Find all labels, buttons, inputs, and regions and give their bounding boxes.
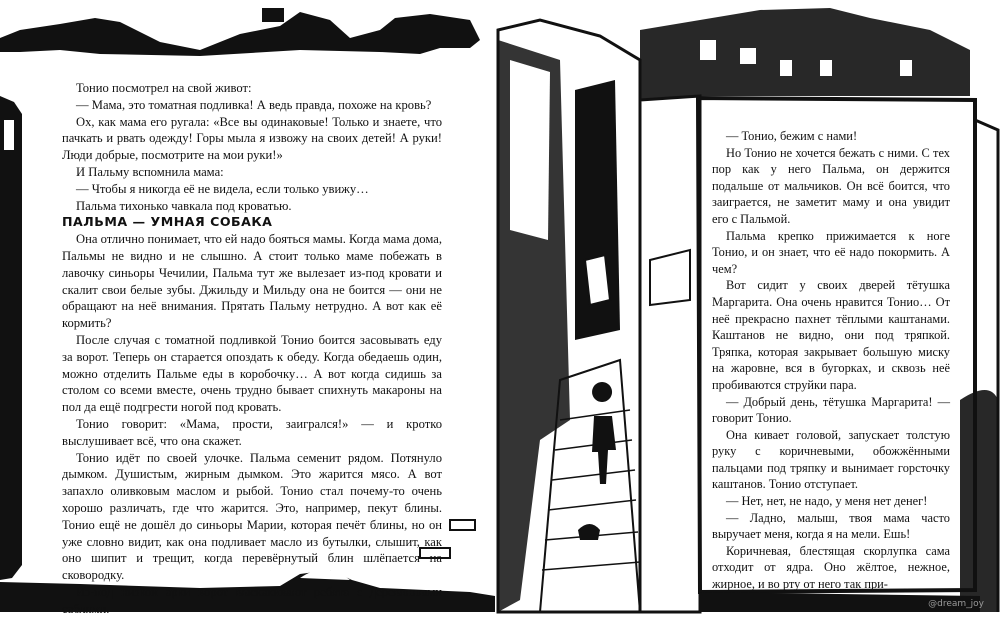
paragraph: Она кивает головой, запускает толстую руку с коричневыми, обожжёнными пальцами под тряпку и вынимает горсточку каштанов. Тонио отступает. (712, 427, 950, 492)
paragraph: Коричневая, блестящая скорлупка сама отходит от ядра. Оно жёлтое, нежное, жирное, и во рту от него так при- (712, 543, 950, 592)
chapter-heading: ПАЛЬМА — УМНАЯ СОБАКА (62, 214, 273, 230)
paragraph: — Нет, нет, не надо, у меня нет денег! (726, 494, 928, 509)
paragraph: — Добрый день, тётушка Маргарита! — говорит Тонио. (712, 394, 950, 426)
watermark: @dream_joy (928, 599, 984, 609)
left-rooftops (0, 8, 480, 56)
left-page-text (62, 80, 442, 617)
paragraph: — Тонио, бежим с нами! (726, 129, 858, 143)
paragraph: Тонио говорит: «Мама, прости, заигрался!» — и кротко выслушивает всё, что она скажет. (62, 416, 442, 448)
paragraph: Но Тонио не хочется бежать с ними. С тех пор как у него Пальма, он держится подальше от мальчиков. Он всё боится, что заиграется, не заметит маму и она увидит его с Пальмой. (712, 145, 950, 226)
right-page-text (712, 128, 950, 593)
paragraph: Пальма тихонько чавкала под кроватью. (76, 198, 292, 213)
paragraph: После случая с томатной подливкой Тонио боится засовывать еду за ворот. Теперь он старается опоздать к обеду. Когда обедаешь один, можно отделить Пальме еды в коробочку… А вот когда сидишь за столом со всеми вместе, очень трудно бывает спихнуть макароны на пол да ещё подгрести ногой под кровать. (62, 332, 442, 415)
left-side-column (0, 96, 22, 580)
paragraph: Она отлично понимает, что ей надо бояться мамы. Когда мама дома, Пальмы не видно и не слышно. А стоит только маме побежать в лавочку синьоры Чечилии, Пальма тут же вылезает из-под кровати и скалит свои белые зубы. Джильду и Мильду она не боится — они не обращают на неё внимания. Прятать Пальму нетрудно. А вот как её кормить? (62, 232, 442, 331)
paragraph: И Пальму вспомнила мама: (76, 164, 224, 179)
paragraph: — Ладно, малыш, твоя мама часто выручает меня, когда я на мели. Ешь! (712, 510, 950, 542)
paragraph: Тонио идёт по своей улочке. Пальма семенит рядом. Потянуло дымком. Душистым, жирным дымком. Это жарится мясо. А вот запахло оливковым маслом и рыбой. Тонио стал почему-то очень хорошо различать, где что жарится. Это, например, пекут блины. Тонио ещё не дошёл до синьоры Марии, которая печёт блины, но он уже словно видит, как она подливает масло из бутылки, слышит, как оно шипит и трещит, когда перевёрнутый блин шлёпается на сковородку. (62, 450, 442, 583)
paragraph: Ох, как мама его ругала: «Все вы одинаковые! Только и знаете, что пачкать и рвать одежду! Горы мыла я извожу на своих детей! А руки! Люди добрые, посмотрите на мои руки!» (62, 114, 442, 163)
paragraph: Тонио посмотрел на свой живот: (76, 81, 252, 95)
paragraph: Из-под низкой арки ворот выскакивают ребята с деревянными саблями. (62, 584, 442, 616)
paragraph: Пальма крепко прижимается к ноге Тонио, и он знает, что её надо покормить. А чем? (712, 228, 950, 276)
paragraph: — Чтобы я никогда её не видела, если только увижу… (76, 181, 369, 196)
paragraph: Вот сидит у своих дверей тётушка Маргарита. Она очень нравится Тонио… От неё прекрасно пахнет тёплыми каштанами. Каштанов не видно, они под тряпкой. Тряпка, которая закрывает большую миску на жаровне, вся в бугорках, и сквозь неё пробиваются струйки пара. (712, 278, 950, 392)
paragraph: — Мама, это томатная подливка! А ведь правда, похоже на кровь? (76, 97, 432, 112)
